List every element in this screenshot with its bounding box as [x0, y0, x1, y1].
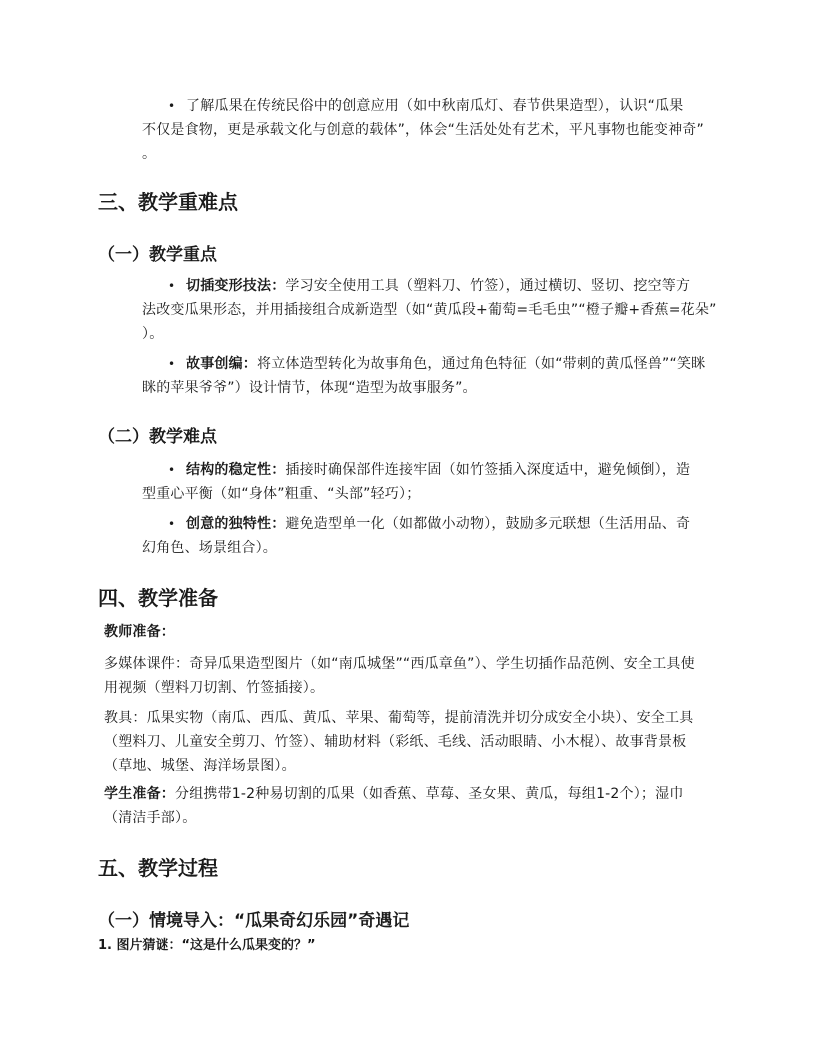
key-point-2-label: 故事创编： [186, 356, 257, 372]
difficulty-1-line2: 型重心平衡（如“身体”粗重、“头部”轻巧）； [142, 486, 421, 502]
key-point-1-line2: 法改变瓜果形态，并用插接组合成新造型（如“黄瓜段+葡萄=毛毛虫”“橙子瓣+香蕉=花朵” [142, 302, 717, 318]
student-prep-text: 分组携带1-2种易切割的瓜果（如香蕉、草莓、圣女果、黄瓜，每组1-2个）；湿巾 [175, 786, 684, 802]
difficulty-2-label: 创意的独特性： [186, 516, 286, 532]
multimedia-line1: 多媒体课件：奇异瓜果造型图片（如“南瓜城堡”“西瓜章鱼”）、学生切插作品范例、安全工具使 [104, 656, 695, 672]
difficulty-2-line1 [168, 512, 690, 536]
difficulty-2-text: 避免造型单一化（如都做小动物），鼓励多元联想（生活用品、奇 [285, 516, 691, 532]
key-point-1-text: 学习安全使用工具（塑料刀、竹签），通过横切、竖切、挖空等方 [285, 278, 691, 294]
section5-heading: 五、教学过程 [98, 856, 218, 880]
key-point-2-line2: 眯的苹果爷爷”）设计情节，体现“造型为故事服务”。 [142, 380, 477, 396]
multimedia-line2: 用视频（塑料刀切割、竹签插接）。 [104, 680, 325, 696]
tools-line3: （草地、城堡、海洋场景图）。 [104, 758, 296, 774]
difficulty-1-text: 插接时确保部件连接牢固（如竹签插入深度适中，避免倾倒），造 [285, 462, 691, 478]
section4-heading: 四、教学准备 [98, 586, 218, 610]
difficulty-1-label: 结构的稳定性： [186, 462, 286, 478]
student-prep-line2: （清洁手部）。 [104, 810, 197, 826]
key-point-1-label: 切插变形技法： [186, 278, 286, 294]
section3-sub2-heading: （二）教学难点 [98, 427, 217, 447]
section3-heading: 三、教学重难点 [98, 190, 238, 214]
key-point-1-line3: ）。 [142, 326, 164, 342]
intro-bullet-line2: 不仅是食物，更是承载文化与创意的载体”，体会“生活处处有艺术，平凡事物也能变神奇” [142, 122, 704, 138]
difficulty-2-line2: 幻角色、场景组合）。 [142, 540, 277, 556]
student-prep-label: 学生准备： [104, 786, 175, 802]
difficulty-1-line1 [168, 458, 690, 482]
tools-line2: （塑料刀、儿童安全剪刀、竹签）、辅助材料（彩纸、毛线、活动眼睛、小木棍）、故事背景板 [104, 734, 687, 750]
intro-bullet-line3: 。 [142, 146, 157, 162]
teacher-prep-label: 教师准备： [104, 624, 175, 640]
section3-sub1-heading: （一）教学重点 [98, 245, 217, 265]
student-prep-line1 [104, 782, 684, 806]
step-1-heading: 1. 图片猜谜：“这是什么瓜果变的？” [98, 938, 316, 953]
key-point-2-text: 将立体造型转化为故事角色，通过角色特征（如“带刺的黄瓜怪兽”“笑眯 [257, 356, 706, 372]
key-point-1-line1 [168, 274, 690, 298]
intro-bullet-line1: • 了解瓜果在传统民俗中的创意应用（如中秋南瓜灯、春节供果造型），认识“瓜果 [168, 94, 683, 118]
section5-sub1-heading: （一）情境导入：“瓜果奇幻乐园”奇遇记 [98, 911, 410, 931]
tools-line1: 教具：瓜果实物（南瓜、西瓜、黄瓜、苹果、葡萄等，提前清洗并切分成安全小块）、安全工具 [104, 710, 694, 726]
key-point-2-line1 [168, 352, 705, 376]
